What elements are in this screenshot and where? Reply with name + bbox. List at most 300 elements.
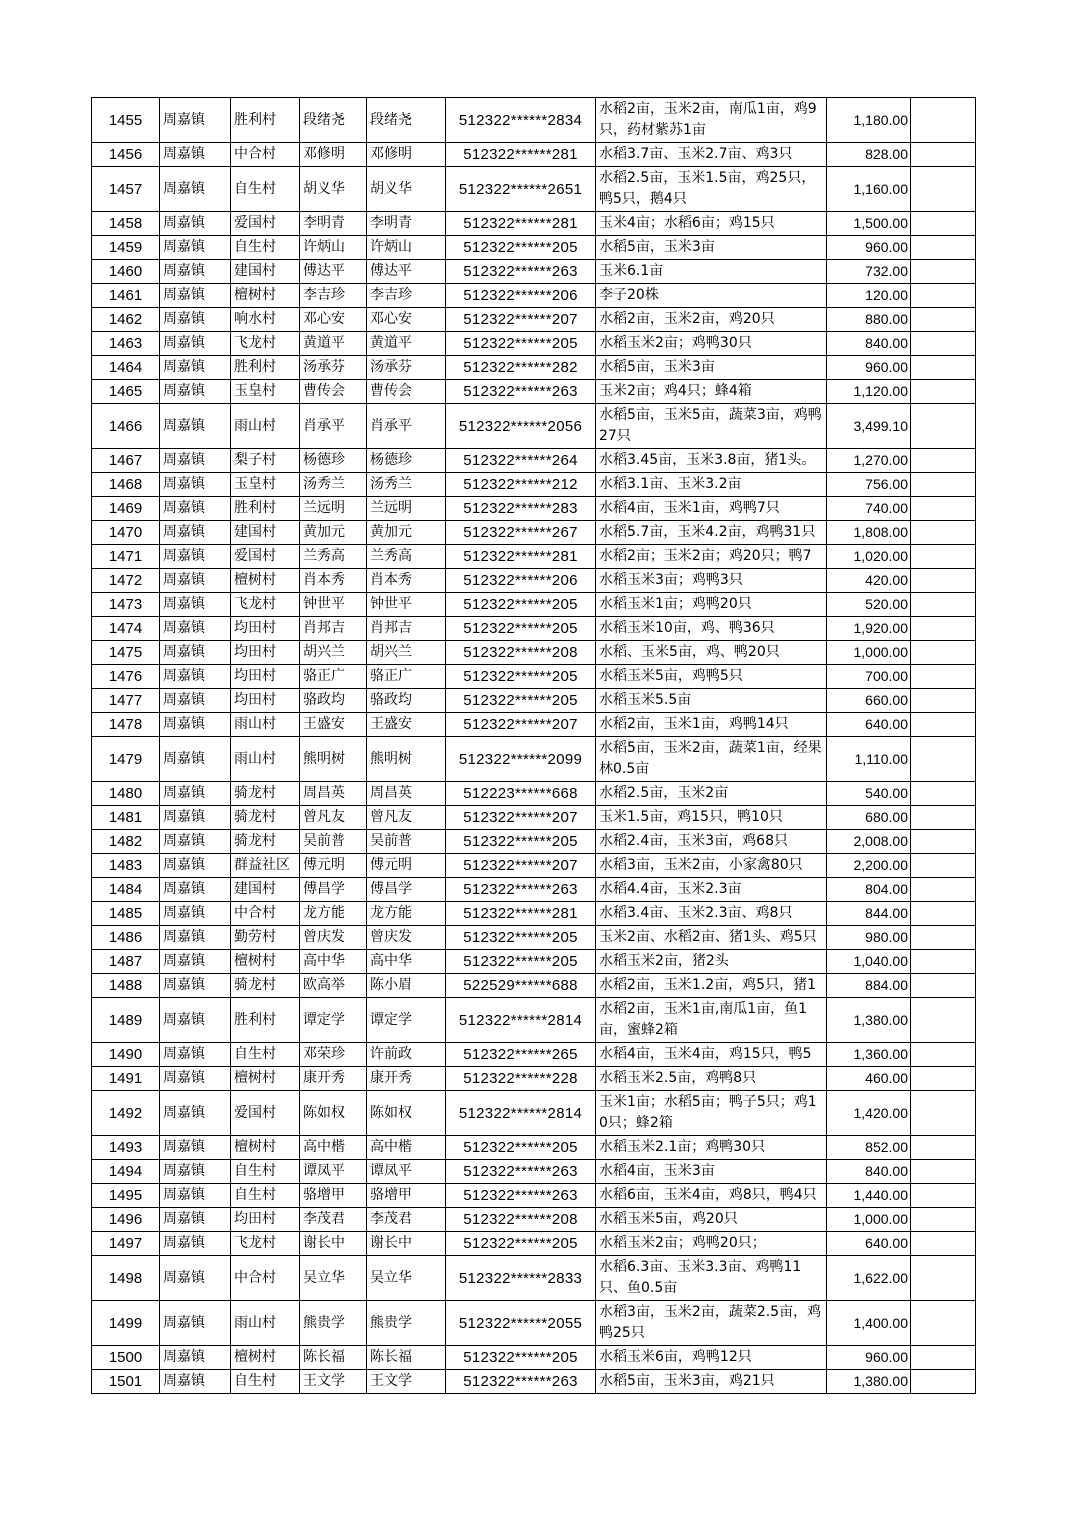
farmer-name-cell: 曾凡友 <box>300 806 367 830</box>
production-description-cell: 玉米4亩；水稻6亩；鸡15只 <box>596 212 827 236</box>
subsidy-amount-cell: 700.00 <box>827 665 911 689</box>
table-row <box>92 1067 976 1091</box>
production-description-cell: 水稻2.5亩，玉米1.5亩，鸡25只，鸭5只，鹅4只 <box>596 167 827 212</box>
account-holder-cell: 傅昌学 <box>367 878 446 902</box>
production-description-cell: 水稻2亩，玉米2亩，鸡20只 <box>596 308 827 332</box>
village-cell: 胜利村 <box>231 998 300 1043</box>
row-number-cell: 1468 <box>92 473 160 497</box>
account-holder-cell: 邓修明 <box>367 143 446 167</box>
id-number-cell: 512322******263 <box>446 1160 596 1184</box>
id-number-cell: 512322******2814 <box>446 1091 596 1136</box>
farmer-name-cell: 许炳山 <box>300 236 367 260</box>
table-row <box>92 521 976 545</box>
id-number-cell: 512322******2834 <box>446 98 596 143</box>
remarks-cell <box>911 1136 976 1160</box>
village-cell: 均田村 <box>231 665 300 689</box>
subsidy-amount-cell: 1,380.00 <box>827 1370 911 1394</box>
remarks-cell <box>911 737 976 782</box>
production-description-cell: 李子20株 <box>596 284 827 308</box>
subsidy-amount-cell: 756.00 <box>827 473 911 497</box>
table-row <box>92 854 976 878</box>
farmer-name-cell: 胡义华 <box>300 167 367 212</box>
account-holder-cell: 李茂君 <box>367 1208 446 1232</box>
village-cell: 飞龙村 <box>231 593 300 617</box>
row-number-cell: 1457 <box>92 167 160 212</box>
id-number-cell: 512322******207 <box>446 308 596 332</box>
town-cell: 周嘉镇 <box>160 497 231 521</box>
row-number-cell: 1490 <box>92 1043 160 1067</box>
remarks-cell <box>911 380 976 404</box>
village-cell: 雨山村 <box>231 404 300 449</box>
production-description-cell: 水稻3.45亩，玉米3.8亩，猪1头。 <box>596 449 827 473</box>
subsidy-amount-cell: 660.00 <box>827 689 911 713</box>
production-description-cell: 水稻6.3亩、玉米3.3亩、鸡鸭11只、鱼0.5亩 <box>596 1256 827 1301</box>
town-cell: 周嘉镇 <box>160 713 231 737</box>
production-description-cell: 水稻玉米2亩；鸡鸭20只； <box>596 1232 827 1256</box>
id-number-cell: 512322******212 <box>446 473 596 497</box>
account-holder-cell: 吴立华 <box>367 1256 446 1301</box>
village-cell: 群益社区 <box>231 854 300 878</box>
id-number-cell: 512322******206 <box>446 569 596 593</box>
id-number-cell: 512322******205 <box>446 950 596 974</box>
town-cell: 周嘉镇 <box>160 1067 231 1091</box>
table-row <box>92 143 976 167</box>
row-number-cell: 1499 <box>92 1301 160 1346</box>
production-description-cell: 水稻玉米2.5亩，鸡鸭8只 <box>596 1067 827 1091</box>
production-description-cell: 水稻3亩，玉米2亩，蔬菜2.5亩，鸡鸭25只 <box>596 1301 827 1346</box>
id-number-cell: 512322******205 <box>446 1346 596 1370</box>
farmer-name-cell: 兰远明 <box>300 497 367 521</box>
account-holder-cell: 骆政均 <box>367 689 446 713</box>
village-cell: 建国村 <box>231 521 300 545</box>
subsidy-amount-cell: 1,440.00 <box>827 1184 911 1208</box>
subsidy-amount-cell: 740.00 <box>827 497 911 521</box>
farmer-name-cell: 曾庆发 <box>300 926 367 950</box>
remarks-cell <box>911 308 976 332</box>
table-row <box>92 260 976 284</box>
row-number-cell: 1474 <box>92 617 160 641</box>
farmer-name-cell: 欧高举 <box>300 974 367 998</box>
remarks-cell <box>911 473 976 497</box>
table-row <box>92 1184 976 1208</box>
town-cell: 周嘉镇 <box>160 902 231 926</box>
subsidy-table <box>91 97 976 1394</box>
account-holder-cell: 肖邦吉 <box>367 617 446 641</box>
remarks-cell <box>911 332 976 356</box>
farmer-name-cell: 胡兴兰 <box>300 641 367 665</box>
town-cell: 周嘉镇 <box>160 260 231 284</box>
farmer-name-cell: 傅达平 <box>300 260 367 284</box>
id-number-cell: 512322******205 <box>446 665 596 689</box>
row-number-cell: 1484 <box>92 878 160 902</box>
table-row <box>92 617 976 641</box>
town-cell: 周嘉镇 <box>160 830 231 854</box>
id-number-cell: 512322******205 <box>446 332 596 356</box>
town-cell: 周嘉镇 <box>160 1301 231 1346</box>
row-number-cell: 1500 <box>92 1346 160 1370</box>
farmer-name-cell: 谢长中 <box>300 1232 367 1256</box>
table-row <box>92 284 976 308</box>
farmer-name-cell: 康开秀 <box>300 1067 367 1091</box>
remarks-cell <box>911 521 976 545</box>
table-row <box>92 1160 976 1184</box>
table-row <box>92 998 976 1043</box>
account-holder-cell: 熊明树 <box>367 737 446 782</box>
village-cell: 檀树村 <box>231 950 300 974</box>
id-number-cell: 512322******263 <box>446 380 596 404</box>
id-number-cell: 512322******281 <box>446 902 596 926</box>
farmer-name-cell: 邓心安 <box>300 308 367 332</box>
village-cell: 爱国村 <box>231 1091 300 1136</box>
table-row <box>92 1256 976 1301</box>
village-cell: 骑龙村 <box>231 974 300 998</box>
account-holder-cell: 肖本秀 <box>367 569 446 593</box>
town-cell: 周嘉镇 <box>160 449 231 473</box>
farmer-name-cell: 汤秀兰 <box>300 473 367 497</box>
production-description-cell: 玉米1.5亩，鸡15只，鸭10只 <box>596 806 827 830</box>
table-row <box>92 332 976 356</box>
table-row <box>92 782 976 806</box>
town-cell: 周嘉镇 <box>160 1346 231 1370</box>
town-cell: 周嘉镇 <box>160 998 231 1043</box>
subsidy-amount-cell: 1,500.00 <box>827 212 911 236</box>
id-number-cell: 512322******208 <box>446 641 596 665</box>
account-holder-cell: 熊贵学 <box>367 1301 446 1346</box>
town-cell: 周嘉镇 <box>160 380 231 404</box>
row-number-cell: 1482 <box>92 830 160 854</box>
farmer-name-cell: 谭凤平 <box>300 1160 367 1184</box>
town-cell: 周嘉镇 <box>160 569 231 593</box>
id-number-cell: 512322******228 <box>446 1067 596 1091</box>
account-holder-cell: 曾庆发 <box>367 926 446 950</box>
row-number-cell: 1460 <box>92 260 160 284</box>
farmer-name-cell: 邓修明 <box>300 143 367 167</box>
farmer-name-cell: 骆增甲 <box>300 1184 367 1208</box>
town-cell: 周嘉镇 <box>160 236 231 260</box>
village-cell: 雨山村 <box>231 713 300 737</box>
remarks-cell <box>911 1208 976 1232</box>
table-row <box>92 950 976 974</box>
production-description-cell: 水稻2.5亩，玉米2亩 <box>596 782 827 806</box>
id-number-cell: 512322******207 <box>446 854 596 878</box>
row-number-cell: 1471 <box>92 545 160 569</box>
subsidy-amount-cell: 1,622.00 <box>827 1256 911 1301</box>
farmer-name-cell: 李茂君 <box>300 1208 367 1232</box>
subsidy-amount-cell: 1,808.00 <box>827 521 911 545</box>
id-number-cell: 512322******205 <box>446 926 596 950</box>
subsidy-amount-cell: 1,180.00 <box>827 98 911 143</box>
remarks-cell <box>911 593 976 617</box>
remarks-cell <box>911 1232 976 1256</box>
id-number-cell: 512322******263 <box>446 878 596 902</box>
table-row <box>92 356 976 380</box>
account-holder-cell: 骆增甲 <box>367 1184 446 1208</box>
id-number-cell: 512322******264 <box>446 449 596 473</box>
production-description-cell: 水稻玉米3亩；鸡鸭3只 <box>596 569 827 593</box>
village-cell: 均田村 <box>231 1208 300 1232</box>
production-description-cell: 水稻玉米1亩；鸡鸭20只 <box>596 593 827 617</box>
village-cell: 檀树村 <box>231 1346 300 1370</box>
row-number-cell: 1498 <box>92 1256 160 1301</box>
remarks-cell <box>911 1346 976 1370</box>
remarks-cell <box>911 902 976 926</box>
row-number-cell: 1466 <box>92 404 160 449</box>
production-description-cell: 水稻、玉米5亩，鸡、鸭20只 <box>596 641 827 665</box>
row-number-cell: 1459 <box>92 236 160 260</box>
production-description-cell: 玉米2亩、水稻2亩、猪1头、鸡5只 <box>596 926 827 950</box>
town-cell: 周嘉镇 <box>160 737 231 782</box>
production-description-cell: 水稻4亩，玉米3亩 <box>596 1160 827 1184</box>
account-holder-cell: 兰秀高 <box>367 545 446 569</box>
production-description-cell: 水稻玉米10亩，鸡、鸭36只 <box>596 617 827 641</box>
village-cell: 建国村 <box>231 878 300 902</box>
subsidy-amount-cell: 732.00 <box>827 260 911 284</box>
village-cell: 雨山村 <box>231 737 300 782</box>
village-cell: 爱国村 <box>231 545 300 569</box>
farmer-name-cell: 肖邦吉 <box>300 617 367 641</box>
farmer-name-cell: 龙方能 <box>300 902 367 926</box>
row-number-cell: 1480 <box>92 782 160 806</box>
farmer-name-cell: 周昌英 <box>300 782 367 806</box>
id-number-cell: 512322******208 <box>446 1208 596 1232</box>
town-cell: 周嘉镇 <box>160 545 231 569</box>
id-number-cell: 512322******281 <box>446 545 596 569</box>
id-number-cell: 512322******2099 <box>446 737 596 782</box>
town-cell: 周嘉镇 <box>160 854 231 878</box>
id-number-cell: 512322******2833 <box>446 1256 596 1301</box>
account-holder-cell: 黄加元 <box>367 521 446 545</box>
table-row <box>92 926 976 950</box>
farmer-name-cell: 兰秀高 <box>300 545 367 569</box>
town-cell: 周嘉镇 <box>160 617 231 641</box>
remarks-cell <box>911 1184 976 1208</box>
row-number-cell: 1493 <box>92 1136 160 1160</box>
farmer-name-cell: 钟世平 <box>300 593 367 617</box>
farmer-name-cell: 邓荣珍 <box>300 1043 367 1067</box>
farmer-name-cell: 傅元明 <box>300 854 367 878</box>
subsidy-amount-cell: 2,008.00 <box>827 830 911 854</box>
table-row <box>92 902 976 926</box>
subsidy-amount-cell: 120.00 <box>827 284 911 308</box>
row-number-cell: 1479 <box>92 737 160 782</box>
table-row <box>92 569 976 593</box>
village-cell: 骑龙村 <box>231 806 300 830</box>
production-description-cell: 水稻玉米2亩；鸡鸭30只 <box>596 332 827 356</box>
subsidy-amount-cell: 1,420.00 <box>827 1091 911 1136</box>
town-cell: 周嘉镇 <box>160 1091 231 1136</box>
village-cell: 均田村 <box>231 689 300 713</box>
village-cell: 中合村 <box>231 1256 300 1301</box>
row-number-cell: 1467 <box>92 449 160 473</box>
subsidy-amount-cell: 884.00 <box>827 974 911 998</box>
table-row <box>92 380 976 404</box>
farmer-name-cell: 熊明树 <box>300 737 367 782</box>
town-cell: 周嘉镇 <box>160 974 231 998</box>
village-cell: 飞龙村 <box>231 1232 300 1256</box>
id-number-cell: 512322******263 <box>446 1184 596 1208</box>
remarks-cell <box>911 404 976 449</box>
row-number-cell: 1456 <box>92 143 160 167</box>
row-number-cell: 1481 <box>92 806 160 830</box>
row-number-cell: 1458 <box>92 212 160 236</box>
production-description-cell: 水稻5亩，玉米3亩 <box>596 356 827 380</box>
subsidy-amount-cell: 1,000.00 <box>827 1208 911 1232</box>
production-description-cell: 水稻玉米2亩，猪2头 <box>596 950 827 974</box>
farmer-name-cell: 高中楷 <box>300 1136 367 1160</box>
town-cell: 周嘉镇 <box>160 665 231 689</box>
table-row <box>92 1370 976 1394</box>
table-row <box>92 497 976 521</box>
account-holder-cell: 段绪尧 <box>367 98 446 143</box>
account-holder-cell: 傅达平 <box>367 260 446 284</box>
town-cell: 周嘉镇 <box>160 212 231 236</box>
subsidy-amount-cell: 2,200.00 <box>827 854 911 878</box>
village-cell: 自生村 <box>231 236 300 260</box>
account-holder-cell: 高中华 <box>367 950 446 974</box>
id-number-cell: 512322******2651 <box>446 167 596 212</box>
production-description-cell: 水稻4亩，玉米1亩，鸡鸭7只 <box>596 497 827 521</box>
village-cell: 自生村 <box>231 1184 300 1208</box>
account-holder-cell: 李明青 <box>367 212 446 236</box>
account-holder-cell: 胡义华 <box>367 167 446 212</box>
subsidy-amount-cell: 1,400.00 <box>827 1301 911 1346</box>
id-number-cell: 512322******205 <box>446 236 596 260</box>
subsidy-amount-cell: 640.00 <box>827 1232 911 1256</box>
table-row <box>92 665 976 689</box>
production-description-cell: 水稻5亩，玉米3亩，鸡21只 <box>596 1370 827 1394</box>
town-cell: 周嘉镇 <box>160 167 231 212</box>
production-description-cell: 水稻玉米5.5亩 <box>596 689 827 713</box>
town-cell: 周嘉镇 <box>160 641 231 665</box>
village-cell: 响水村 <box>231 308 300 332</box>
id-number-cell: 512322******206 <box>446 284 596 308</box>
remarks-cell <box>911 665 976 689</box>
farmer-name-cell: 肖承平 <box>300 404 367 449</box>
village-cell: 骑龙村 <box>231 830 300 854</box>
row-number-cell: 1464 <box>92 356 160 380</box>
town-cell: 周嘉镇 <box>160 1136 231 1160</box>
row-number-cell: 1486 <box>92 926 160 950</box>
remarks-cell <box>911 1370 976 1394</box>
farmer-name-cell: 李吉珍 <box>300 284 367 308</box>
account-holder-cell: 杨德珍 <box>367 449 446 473</box>
account-holder-cell: 谭定学 <box>367 998 446 1043</box>
account-holder-cell: 骆正广 <box>367 665 446 689</box>
account-holder-cell: 吴前普 <box>367 830 446 854</box>
village-cell: 勤劳村 <box>231 926 300 950</box>
production-description-cell: 水稻6亩，玉米4亩，鸡8只，鸭4只 <box>596 1184 827 1208</box>
production-description-cell: 水稻2亩，玉米1.2亩，鸡5只，猪1 <box>596 974 827 998</box>
town-cell: 周嘉镇 <box>160 1043 231 1067</box>
row-number-cell: 1461 <box>92 284 160 308</box>
remarks-cell <box>911 974 976 998</box>
remarks-cell <box>911 617 976 641</box>
village-cell: 中合村 <box>231 143 300 167</box>
remarks-cell <box>911 356 976 380</box>
production-description-cell: 玉米6.1亩 <box>596 260 827 284</box>
table-row <box>92 449 976 473</box>
id-number-cell: 522529******688 <box>446 974 596 998</box>
table-row <box>92 1346 976 1370</box>
account-holder-cell: 王文学 <box>367 1370 446 1394</box>
account-holder-cell: 曹传会 <box>367 380 446 404</box>
town-cell: 周嘉镇 <box>160 878 231 902</box>
row-number-cell: 1497 <box>92 1232 160 1256</box>
row-number-cell: 1496 <box>92 1208 160 1232</box>
farmer-name-cell: 熊贵学 <box>300 1301 367 1346</box>
farmer-name-cell: 黄道平 <box>300 332 367 356</box>
id-number-cell: 512223******668 <box>446 782 596 806</box>
row-number-cell: 1470 <box>92 521 160 545</box>
remarks-cell <box>911 782 976 806</box>
town-cell: 周嘉镇 <box>160 1160 231 1184</box>
account-holder-cell: 许前政 <box>367 1043 446 1067</box>
account-holder-cell: 邓心安 <box>367 308 446 332</box>
row-number-cell: 1462 <box>92 308 160 332</box>
town-cell: 周嘉镇 <box>160 1208 231 1232</box>
table-row <box>92 308 976 332</box>
remarks-cell <box>911 212 976 236</box>
town-cell: 周嘉镇 <box>160 521 231 545</box>
row-number-cell: 1469 <box>92 497 160 521</box>
farmer-name-cell: 高中华 <box>300 950 367 974</box>
village-cell: 骑龙村 <box>231 782 300 806</box>
account-holder-cell: 谢长中 <box>367 1232 446 1256</box>
subsidy-amount-cell: 1,000.00 <box>827 641 911 665</box>
table-row <box>92 1232 976 1256</box>
id-number-cell: 512322******207 <box>446 806 596 830</box>
village-cell: 檀树村 <box>231 1136 300 1160</box>
id-number-cell: 512322******281 <box>446 143 596 167</box>
production-description-cell: 水稻4.4亩，玉米2.3亩 <box>596 878 827 902</box>
production-description-cell: 水稻2.4亩，玉米3亩，鸡68只 <box>596 830 827 854</box>
table-row <box>92 236 976 260</box>
subsidy-amount-cell: 804.00 <box>827 878 911 902</box>
account-holder-cell: 李吉珍 <box>367 284 446 308</box>
subsidy-amount-cell: 680.00 <box>827 806 911 830</box>
id-number-cell: 512322******205 <box>446 689 596 713</box>
subsidy-amount-cell: 1,270.00 <box>827 449 911 473</box>
production-description-cell: 水稻2亩；玉米2亩；鸡20只；鸭7 <box>596 545 827 569</box>
account-holder-cell: 康开秀 <box>367 1067 446 1091</box>
production-description-cell: 水稻3亩，玉米2亩，小家禽80只 <box>596 854 827 878</box>
remarks-cell <box>911 497 976 521</box>
table-row <box>92 473 976 497</box>
account-holder-cell: 陈长福 <box>367 1346 446 1370</box>
remarks-cell <box>911 1043 976 1067</box>
farmer-name-cell: 黄加元 <box>300 521 367 545</box>
remarks-cell <box>911 689 976 713</box>
table-row <box>92 641 976 665</box>
table-row <box>92 830 976 854</box>
table-row <box>92 806 976 830</box>
account-holder-cell: 曾凡友 <box>367 806 446 830</box>
table-row <box>92 593 976 617</box>
remarks-cell <box>911 260 976 284</box>
subsidy-amount-cell: 828.00 <box>827 143 911 167</box>
village-cell: 自生村 <box>231 1043 300 1067</box>
id-number-cell: 512322******263 <box>446 1370 596 1394</box>
subsidy-amount-cell: 1,360.00 <box>827 1043 911 1067</box>
subsidy-amount-cell: 1,920.00 <box>827 617 911 641</box>
account-holder-cell: 胡兴兰 <box>367 641 446 665</box>
village-cell: 爱国村 <box>231 212 300 236</box>
village-cell: 飞龙村 <box>231 332 300 356</box>
village-cell: 檀树村 <box>231 569 300 593</box>
remarks-cell <box>911 854 976 878</box>
subsidy-amount-cell: 3,499.10 <box>827 404 911 449</box>
farmer-name-cell: 王文学 <box>300 1370 367 1394</box>
